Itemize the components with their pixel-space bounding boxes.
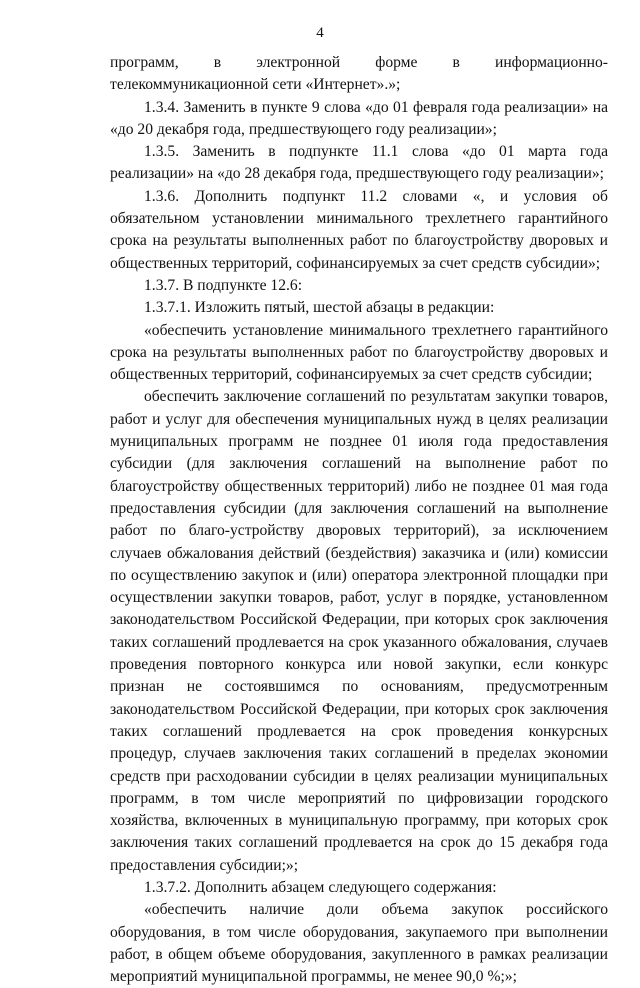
quoted-paragraph-equipment: «обеспечить наличие доли объема закупок российского оборудования, в том числе оборудования, закупаемого при выполнении работ, в общем объеме оборудования, закупленного в рамках реализации мероприятий муниципальной программы, не менее 90,0 %;»; — [110, 901, 608, 986]
paragraph-1-3-5: 1.3.5. Заменить в подпункте 11.1 слова «до 01 марта года реализации» на «до 28 декабря года, предшествующего году реализации»; — [110, 143, 608, 183]
page-number: 4 — [316, 25, 324, 41]
paragraph-1-3-7-1: 1.3.7.1. Изложить пятый, шестой абзацы в редакции: — [144, 299, 495, 317]
paragraph-1-3-7-2: 1.3.7.2. Дополнить абзацем следующего содержания: — [144, 878, 497, 896]
paragraph-1-3-7: 1.3.7. В подпункте 12.6: — [144, 276, 303, 294]
quoted-paragraph-agreements: обеспечить заключение соглашений по результатам закупки товаров, работ и услуг для обеспечения муниципальных нужд в целях реализации муниципальных программ не позднее 01 июля года предоставления субсидии (для заключения соглашений на выполнение работ по благоустройству общественных территорий) либо не позднее 01 мая года предоставления субсидии (для заключения соглашений на выполнение работ по благо-устройству дворовых территорий), за исключением случаев обжалования действий (бездействия) заказчика и (или) комиссии по осуществлению закупок и (или) оператора электронной площадки при осуществлении закупки товаров, работ, услуг в порядке, установленном законодательством Российской Федерации, при которых срок заключения таких соглашений продлевается на срок указанного обжалования, случаев проведения повторного конкурса или новой закупки, если конкурс признан не состоявшимся по основаниям, предусмотренным законодательством Российской Федерации, при которых срок заключения таких соглашений продлевается на срок проведения конкурсных процедур, случаев заключения таких соглашений в пределах экономии средств при расходовании субсидии в целях реализации муниципальных программ, в том числе мероприятий по цифровизации городского хозяйства, включенных в муниципальную программу, при которых срок заключения таких соглашений продлевается на срок до 15 декабря года предоставления субсидии;»; — [110, 388, 608, 874]
document-body — [110, 52, 608, 988]
paragraph-1-3-6: 1.3.6. Дополнить подпункт 11.2 словами «, и условия об обязательном установлении минимального трехлетнего гарантийного срока на результаты выполненных работ по благоустройству дворовых и общественных территорий, софинансируемых за счет средств субсидии»; — [110, 187, 608, 272]
paragraph-1-3-4: 1.3.4. Заменить в пункте 9 слова «до 01 февраля года реализации» на «до 20 декабря года, предшествующего году реализации»; — [110, 98, 608, 138]
quoted-paragraph-guarantee: «обеспечить установление минимального трехлетнего гарантийного срока на результаты выполненных работ по благоустройству дворовых и общественных территорий, софинансируемых за счет средств субсидии; — [110, 321, 608, 384]
paragraph-continuation: программ, в электронной форме в информационно-телекоммуникационной сети «Интернет».»; — [110, 54, 608, 94]
